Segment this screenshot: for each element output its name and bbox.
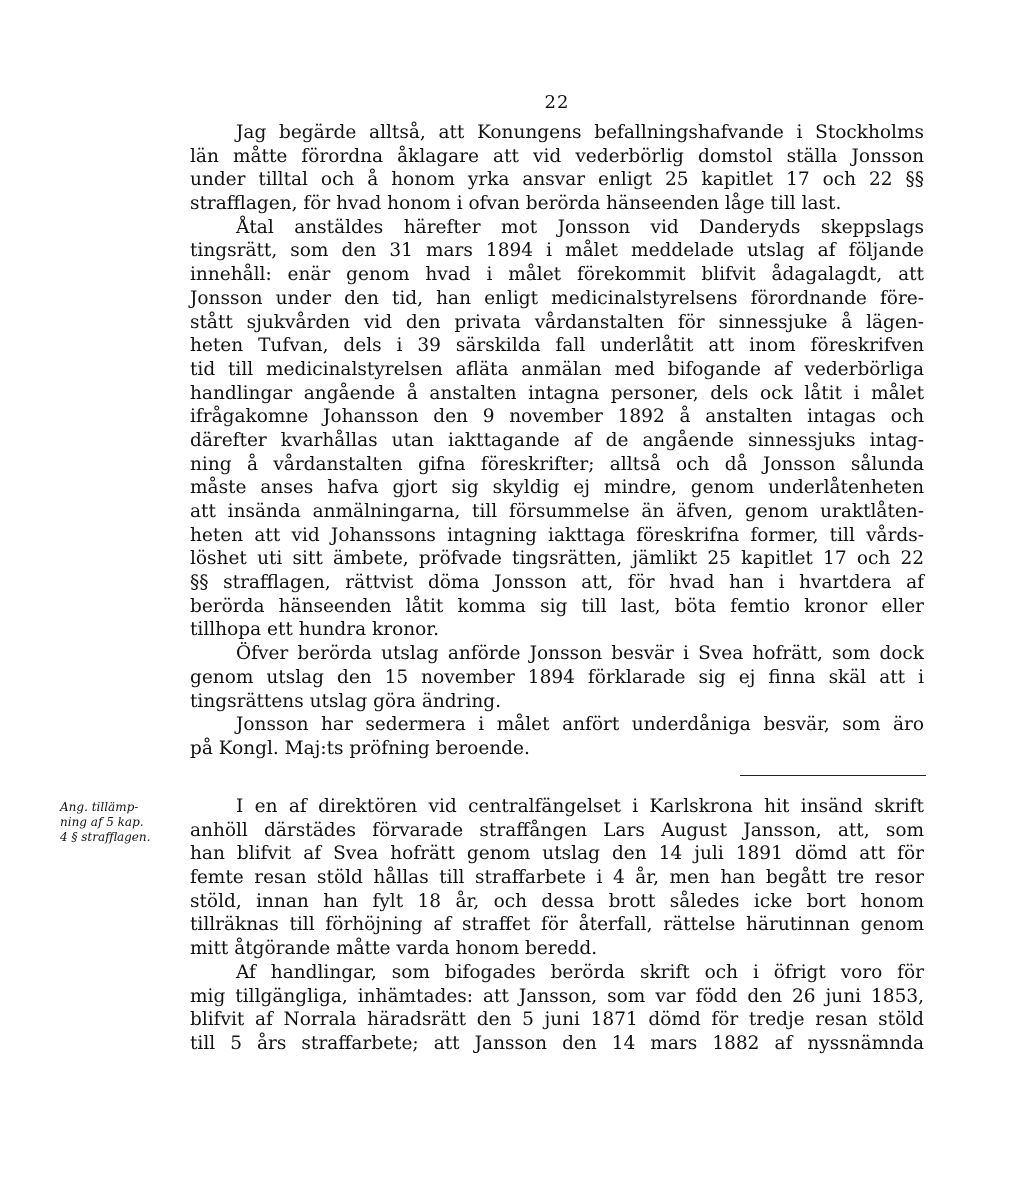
text-line: under tilltal och å honom yrka ansvar enligt 25 kapitlet 17 och 22 §§ [190, 169, 924, 191]
text-line: femte resan stöld hållas till straffarbete i 4 år, men han begått tre resor [190, 867, 924, 889]
text-line: tillräknas till förhöjning af straffet för återfall, rättelse härutinnan genom [190, 914, 924, 936]
text-line: län måtte förordna åklagare att vid vederbörlig domstol ställa Jonsson [190, 145, 924, 167]
text-line: ifrågakomne Johansson den 9 november 1892 å anstalten intagas och [190, 406, 924, 428]
text-line: §§ strafflagen, rättvist döma Jonsson att, för hvad han i hvartdera af [190, 572, 924, 594]
text-line: Jonsson har sedermera i målet anfört underdåniga besvär, som äro [236, 714, 924, 736]
text-line: ning å vårdanstalten gifna föreskrifter; alltså och då Jonsson sålunda [190, 453, 924, 475]
margin-note [60, 800, 190, 845]
text-line: stöld, innan han fylt 18 år, och dessa brott således icke bort honom [190, 890, 924, 912]
text-line: tillhopa ett hundra kronor. [190, 619, 439, 641]
text-line: handlingar angående å anstalten intagna personer, dels ock låtit i målet [190, 382, 924, 404]
text-line: blifvit af Norrala häradsrätt den 5 juni 1871 dömd för tredje resan stöld [190, 1009, 924, 1031]
text-line: anhöll därstädes förvarade straffången Lars August Jansson, att, som [190, 819, 924, 841]
text-line: berörda hänseenden låtit komma sig till last, böta femtio kronor eller [190, 595, 924, 617]
text-line: heten Tufvan, dels i 39 särskilda fall underlåtit att inom föreskrifven [190, 335, 924, 357]
text-line: mig tillgängliga, inhämtades: att Jansson, som var född den 26 juni 1853, [190, 985, 924, 1007]
text-line: tingsrättens utslag göra ändring. [190, 690, 502, 712]
main-text-section-1 [190, 121, 924, 761]
text-line: på Kongl. Maj:ts pröfning beroende. [190, 737, 530, 759]
text-line: måste anses hafva gjort sig skyldig ej mindre, genom underlåtenheten [190, 477, 924, 499]
text-line: innehåll: enär genom hvad i målet förekommit blifvit ådagalagdt, att [190, 264, 924, 286]
text-line: till 5 års straffarbete; att Jansson den 14 mars 1882 af nyssnämnda [190, 1032, 924, 1054]
text-line: Åtal anstäldes härefter mot Jonsson vid Danderyds skeppslags [236, 216, 924, 238]
margin-note-line: Ang. tillämp- [60, 800, 139, 814]
text-line: Jonsson under den tid, han enligt medicinalstyrelsens förordnande före- [190, 287, 924, 309]
text-line: Af handlingar, som bifogades berörda skrift och i öfrigt voro för [236, 961, 924, 983]
text-line: därefter kvarhållas utan iakttagande af de angående sinnessjuks intag- [190, 429, 924, 451]
text-line: löshet uti sitt ämbete, pröfvade tingsrätten, jämlikt 25 kapitlet 17 och 22 [190, 548, 924, 570]
margin-note-line: 4 § strafflagen. [60, 830, 151, 844]
text-line: I en af direktören vid centralfängelset i Karlskrona hit insänd skrift [236, 796, 924, 817]
text-line: Öfver berörda utslag anförde Jonsson besvär i Svea hofrätt, som dock [236, 643, 924, 665]
text-line: strafflagen, för hvad honom i ofvan berörda hänseenden låge till last. [190, 193, 842, 215]
main-text-section-2 [190, 795, 924, 1056]
text-line: Jag begärde alltså, att Konungens befallningshafvande i Stockholms [236, 122, 924, 143]
text-line: tid till medicinalstyrelsen afläta anmälan med bifogande af vederbörliga [190, 358, 924, 380]
text-line: att insända anmälningarna, till försummelse än äfven, genom uraktlåten- [190, 501, 924, 522]
section-separator [740, 775, 926, 776]
text-line: han blifvit af Svea hofrätt genom utslag den 14 juli 1891 dömd att för [190, 843, 924, 865]
page-number: 22 [544, 92, 570, 113]
text-line: tingsrätt, som den 31 mars 1894 i målet meddelade utslag af följande [190, 240, 924, 262]
margin-note-line: ning af 5 kap. [60, 815, 144, 829]
text-line: heten att vid Johanssons intagning iakttaga föreskrifna former, till vårds- [190, 524, 924, 546]
text-line: stått sjukvården vid den privata vårdanstalten för sinnessjuke å lägen- [190, 311, 924, 333]
text-line: genom utslag den 15 november 1894 förklarade sig ej finna skäl att i [190, 666, 924, 688]
text-line: mitt åtgörande måtte varda honom beredd. [190, 938, 598, 960]
